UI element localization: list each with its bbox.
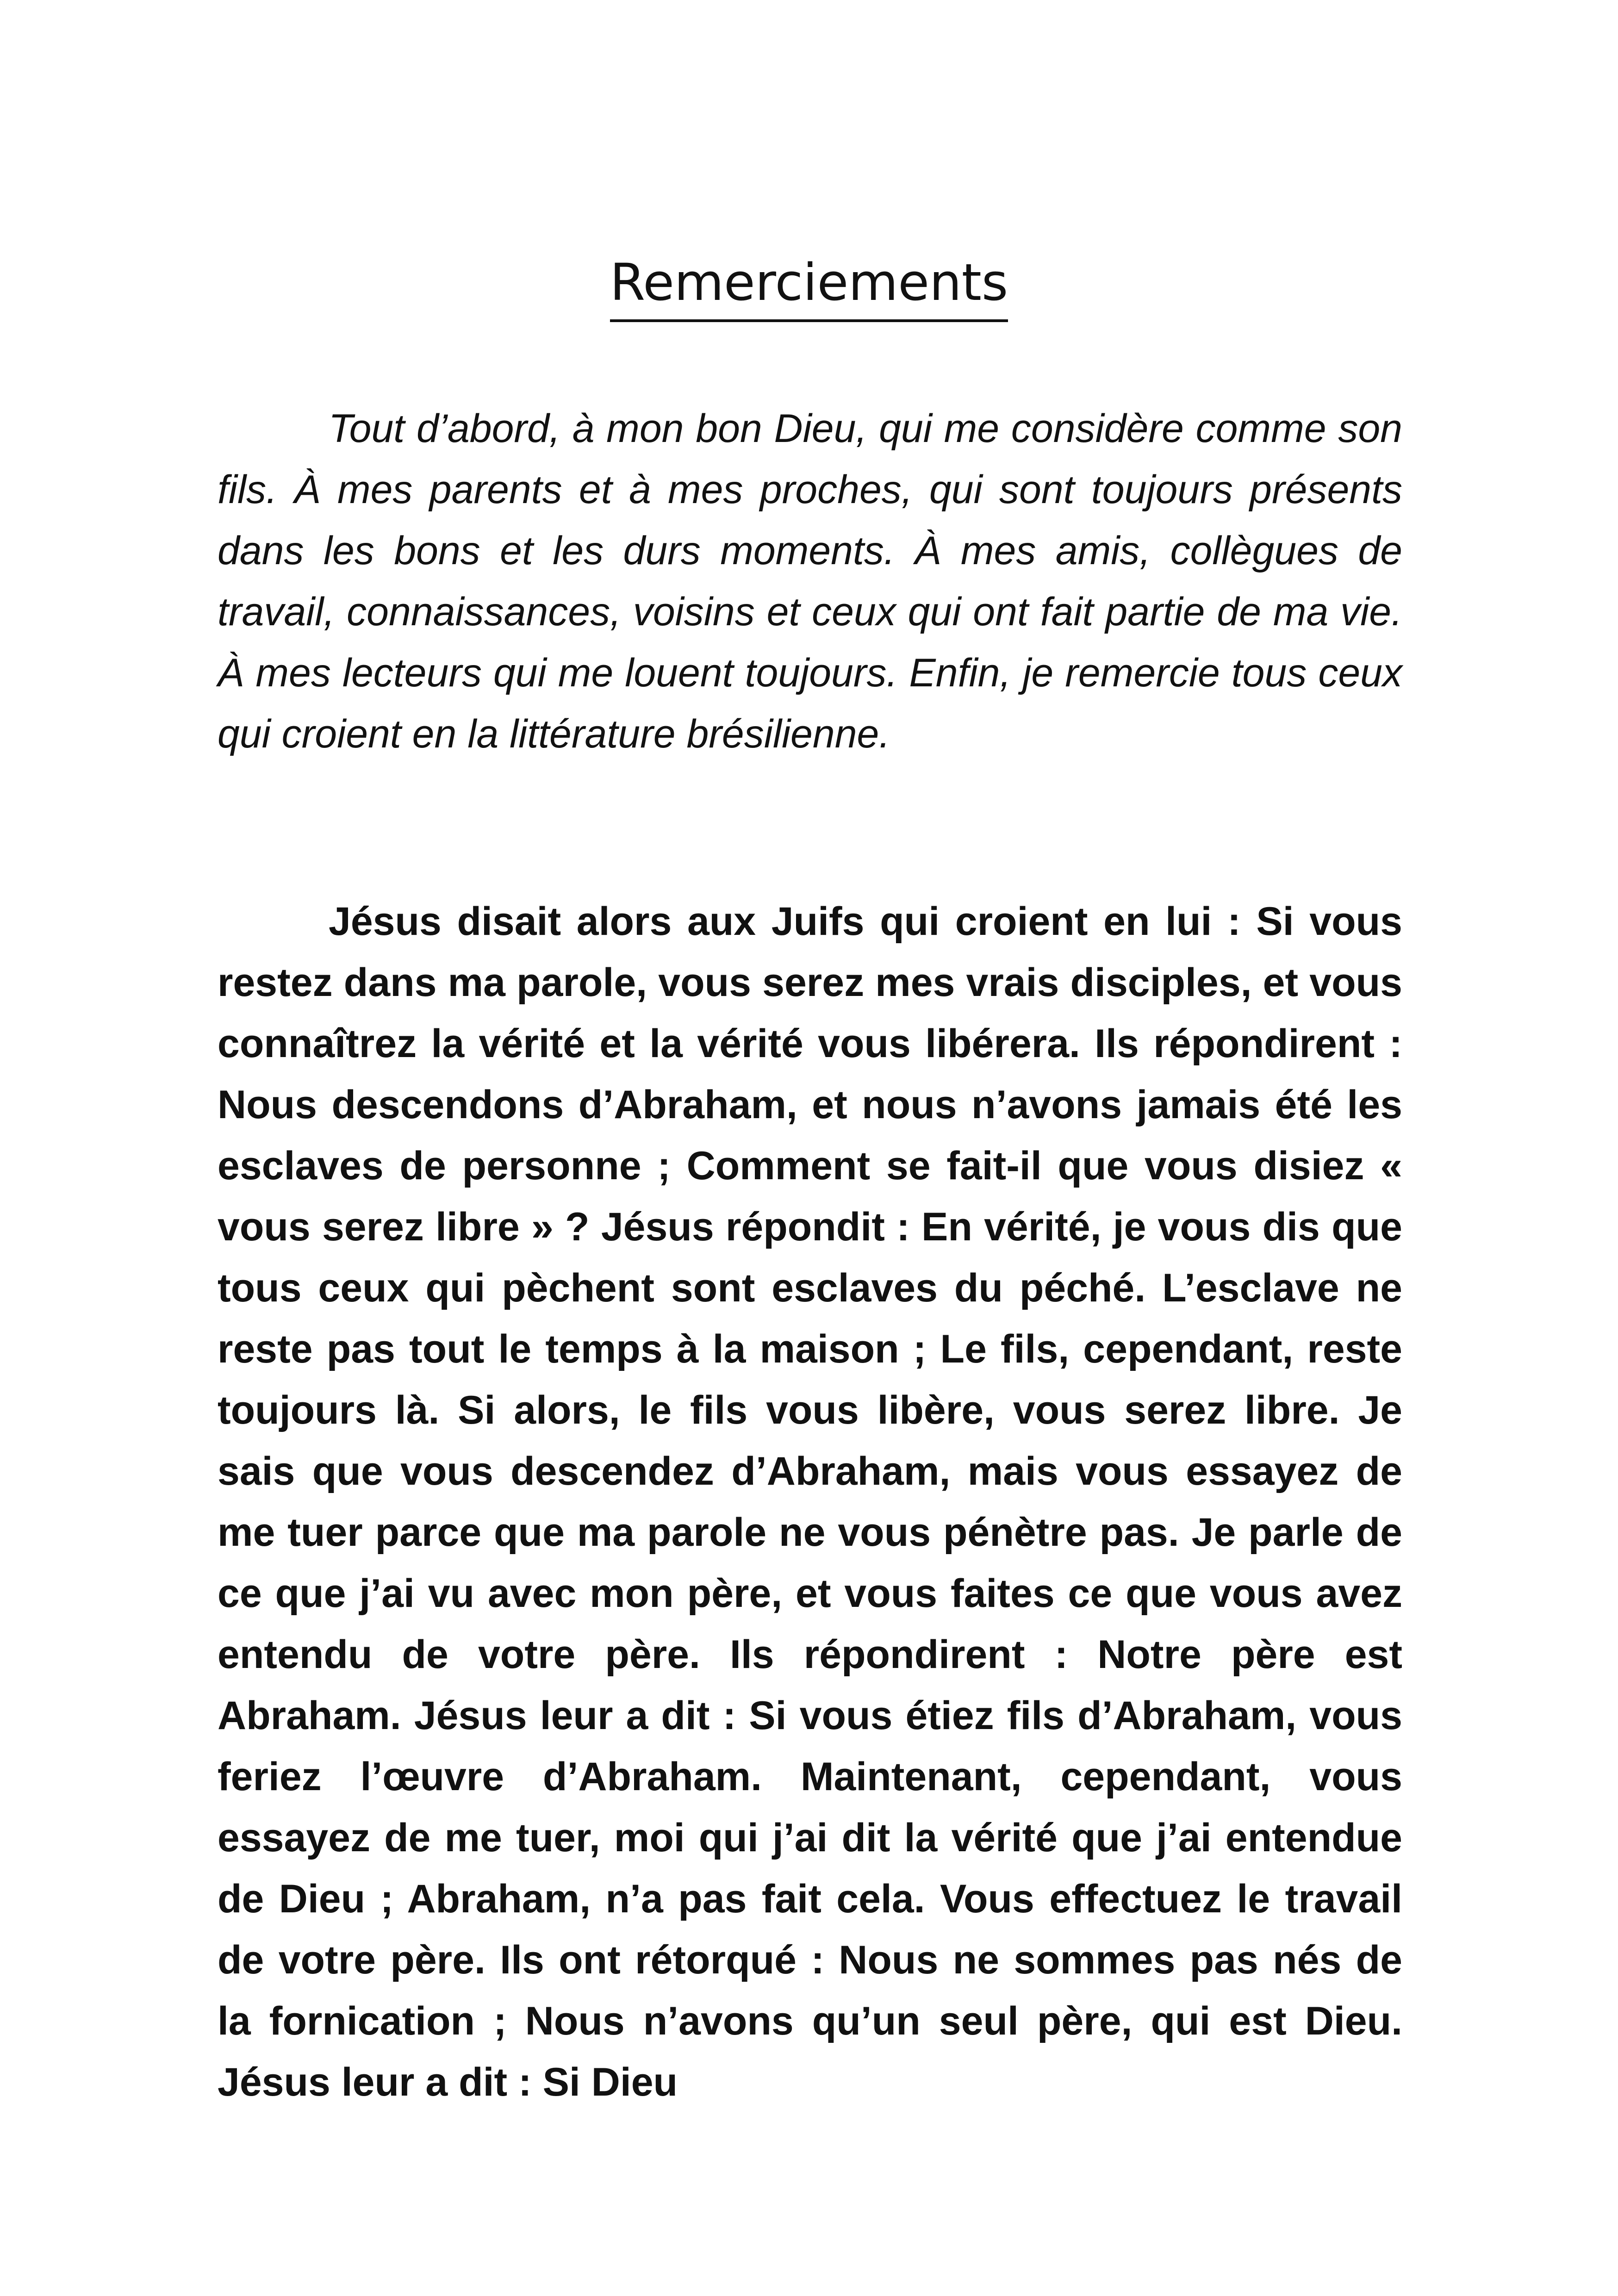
scripture-paragraph <box>218 891 1402 2113</box>
acknowledgments-text: Tout d’abord, à mon bon Dieu, qui me considère comme son fils. À mes parents et à mes proches, qui sont toujours présents dans les bons et les durs moments. À mes amis, collègues de travail, connaissances, voisins et ceux qui ont fait partie de ma vie. À mes lecteurs qui me louent toujours. Enfin, je remercie tous ceux qui croient en la littérature brésilienne. <box>218 406 1402 756</box>
scripture-text: Jésus disait alors aux Juifs qui croient en lui : Si vous restez dans ma parole, vous serez mes vrais disciples, et vous connaîtrez la vérité et la vérité vous libérera. Ils répondirent : Nous descendons d’Abraham, et nous n’avons jamais été les esclaves de personne ; Comment se fait-il que vous disiez « vous serez libre » ? Jésus répondit : En vérité, je vous dis que tous ceux qui pèchent sont esclaves du péché. L’esclave ne reste pas tout le temps à la maison ; Le fils, cependant, reste toujours là. Si alors, le fils vous libère, vous serez libre. Je sais que vous descendez d’Abraham, mais vous essayez de me tuer parce que ma parole ne vous pénètre pas. Je parle de ce que j’ai vu avec mon père, et vous faites ce que vous avez entendu de votre père. Ils répondirent : Notre père est Abraham. Jésus leur a dit : Si vous étiez fils d’Abraham, vous feriez l’œuvre d’Abraham. Maintenant, cependant, vous essayez de me tuer, moi qui j’ai dit la vérité que j’ai entendue de Dieu ; Abraham, n’a pas fait cela. Vous effectuez le travail de votre père. Ils ont rétorqué : Nous ne sommes pas nés de la fornication ; Nous n’avons qu’un seul père, qui est Dieu. Jésus leur a dit : Si Dieu <box>218 899 1402 2104</box>
page-title <box>0 252 1618 322</box>
acknowledgments-paragraph <box>218 398 1402 765</box>
page-title-text: Remerciements <box>610 252 1008 322</box>
